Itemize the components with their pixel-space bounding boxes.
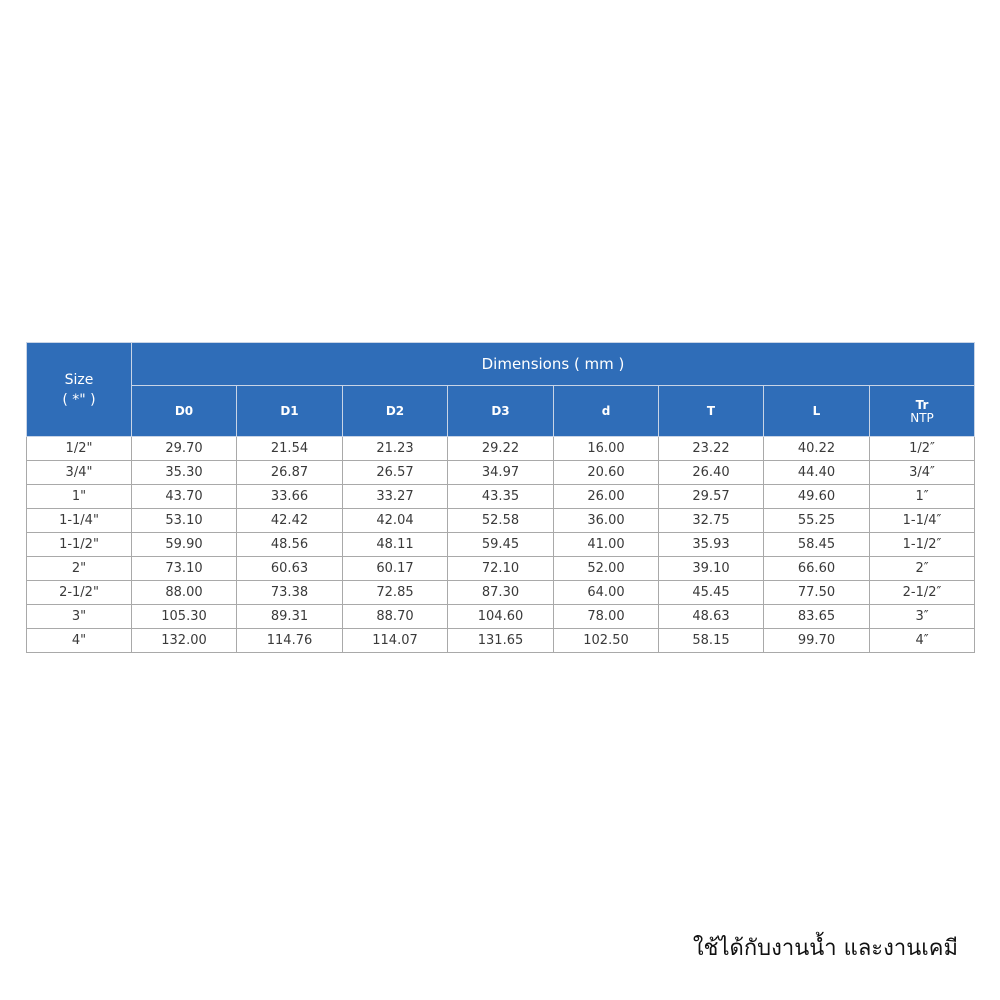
table-cell: 4″ [870, 629, 975, 653]
table-cell: 59.90 [132, 533, 237, 557]
table-cell: 72.10 [448, 557, 554, 581]
table-cell: 73.10 [132, 557, 237, 581]
table-cell: 87.30 [448, 581, 554, 605]
dimensions-table-container [26, 342, 974, 653]
table-cell: 114.07 [343, 629, 448, 653]
table-cell: 59.45 [448, 533, 554, 557]
table-cell: 29.57 [659, 485, 764, 509]
table-row [27, 437, 975, 461]
column-header [132, 386, 237, 437]
table-cell: 77.50 [764, 581, 870, 605]
table-cell: 73.38 [237, 581, 343, 605]
table-cell: 48.11 [343, 533, 448, 557]
table-cell: 49.60 [764, 485, 870, 509]
column-header-label: D2 [385, 404, 405, 418]
table-cell: 26.87 [237, 461, 343, 485]
table-cell: 26.57 [343, 461, 448, 485]
table-cell: 41.00 [554, 533, 659, 557]
table-row [27, 485, 975, 509]
table-cell: 1-1/4″ [870, 509, 975, 533]
column-header-row [27, 386, 975, 437]
column-header-label: D1 [280, 404, 299, 418]
table-cell: 58.45 [764, 533, 870, 557]
table-cell: 16.00 [554, 437, 659, 461]
table-cell: 45.45 [659, 581, 764, 605]
table-cell: 60.17 [343, 557, 448, 581]
table-cell: 2-1/2″ [870, 581, 975, 605]
table-cell: 131.65 [448, 629, 554, 653]
column-header [870, 386, 975, 437]
table-cell: 43.35 [448, 485, 554, 509]
table-cell: 20.60 [554, 461, 659, 485]
column-header [448, 386, 554, 437]
table-cell: 29.70 [132, 437, 237, 461]
column-header [343, 386, 448, 437]
size-cell: 3/4" [27, 461, 132, 485]
usage-caption: ใช้ได้กับงานน้ำ และงานเคมี [692, 936, 958, 961]
column-header-label: d [601, 404, 611, 418]
column-header [764, 386, 870, 437]
size-header-unit: ( *" ) [62, 391, 96, 408]
table-cell: 21.23 [343, 437, 448, 461]
size-cell: 1-1/4" [27, 509, 132, 533]
table-row [27, 533, 975, 557]
column-header [237, 386, 343, 437]
table-cell: 1″ [870, 485, 975, 509]
table-cell: 33.66 [237, 485, 343, 509]
table-cell: 29.22 [448, 437, 554, 461]
table-cell: 44.40 [764, 461, 870, 485]
size-cell: 2-1/2" [27, 581, 132, 605]
table-cell: 53.10 [132, 509, 237, 533]
table-row [27, 629, 975, 653]
table-cell: 105.30 [132, 605, 237, 629]
table-cell: 42.42 [237, 509, 343, 533]
size-cell: 4" [27, 629, 132, 653]
table-row [27, 605, 975, 629]
table-cell: 99.70 [764, 629, 870, 653]
size-header-label: Size [64, 371, 94, 388]
table-cell: 52.00 [554, 557, 659, 581]
size-header [27, 343, 132, 437]
table-cell: 3″ [870, 605, 975, 629]
table-cell: 88.70 [343, 605, 448, 629]
table-cell: 60.63 [237, 557, 343, 581]
column-header [659, 386, 764, 437]
table-cell: 89.31 [237, 605, 343, 629]
column-header-sublabel: NTP [910, 410, 934, 425]
size-cell: 3" [27, 605, 132, 629]
table-cell: 1/2″ [870, 437, 975, 461]
table-cell: 88.00 [132, 581, 237, 605]
table-cell: 32.75 [659, 509, 764, 533]
table-cell: 26.40 [659, 461, 764, 485]
table-cell: 33.27 [343, 485, 448, 509]
table-cell: 114.76 [237, 629, 343, 653]
table-cell: 3/4″ [870, 461, 975, 485]
table-cell: 2″ [870, 557, 975, 581]
table-cell: 26.00 [554, 485, 659, 509]
table-cell: 34.97 [448, 461, 554, 485]
table-cell: 42.04 [343, 509, 448, 533]
table-cell: 132.00 [132, 629, 237, 653]
table-cell: 40.22 [764, 437, 870, 461]
column-header-label: D3 [491, 404, 510, 418]
table-row [27, 557, 975, 581]
column-header [554, 386, 659, 437]
column-header-label: D0 [174, 404, 194, 418]
table-cell: 102.50 [554, 629, 659, 653]
table-cell: 39.10 [659, 557, 764, 581]
table-cell: 52.58 [448, 509, 554, 533]
table-row [27, 509, 975, 533]
table-cell: 36.00 [554, 509, 659, 533]
table-cell: 48.63 [659, 605, 764, 629]
table-cell: 48.56 [237, 533, 343, 557]
dimensions-header: Dimensions ( mm ) [132, 343, 975, 386]
table-cell: 35.93 [659, 533, 764, 557]
column-header-label: L [812, 404, 821, 418]
table-cell: 55.25 [764, 509, 870, 533]
size-cell: 1" [27, 485, 132, 509]
table-cell: 83.65 [764, 605, 870, 629]
column-header-label: T [706, 404, 716, 418]
table-cell: 21.54 [237, 437, 343, 461]
dimensions-table [26, 342, 975, 653]
table-row [27, 461, 975, 485]
table-row [27, 581, 975, 605]
size-cell: 1-1/2" [27, 533, 132, 557]
table-cell: 23.22 [659, 437, 764, 461]
table-cell: 58.15 [659, 629, 764, 653]
table-cell: 64.00 [554, 581, 659, 605]
table-body [27, 437, 975, 653]
table-cell: 35.30 [132, 461, 237, 485]
table-cell: 78.00 [554, 605, 659, 629]
size-cell: 1/2" [27, 437, 132, 461]
table-cell: 43.70 [132, 485, 237, 509]
table-cell: 66.60 [764, 557, 870, 581]
size-cell: 2" [27, 557, 132, 581]
table-cell: 104.60 [448, 605, 554, 629]
table-cell: 1-1/2″ [870, 533, 975, 557]
column-header-label: Tr [915, 397, 929, 412]
table-cell: 72.85 [343, 581, 448, 605]
